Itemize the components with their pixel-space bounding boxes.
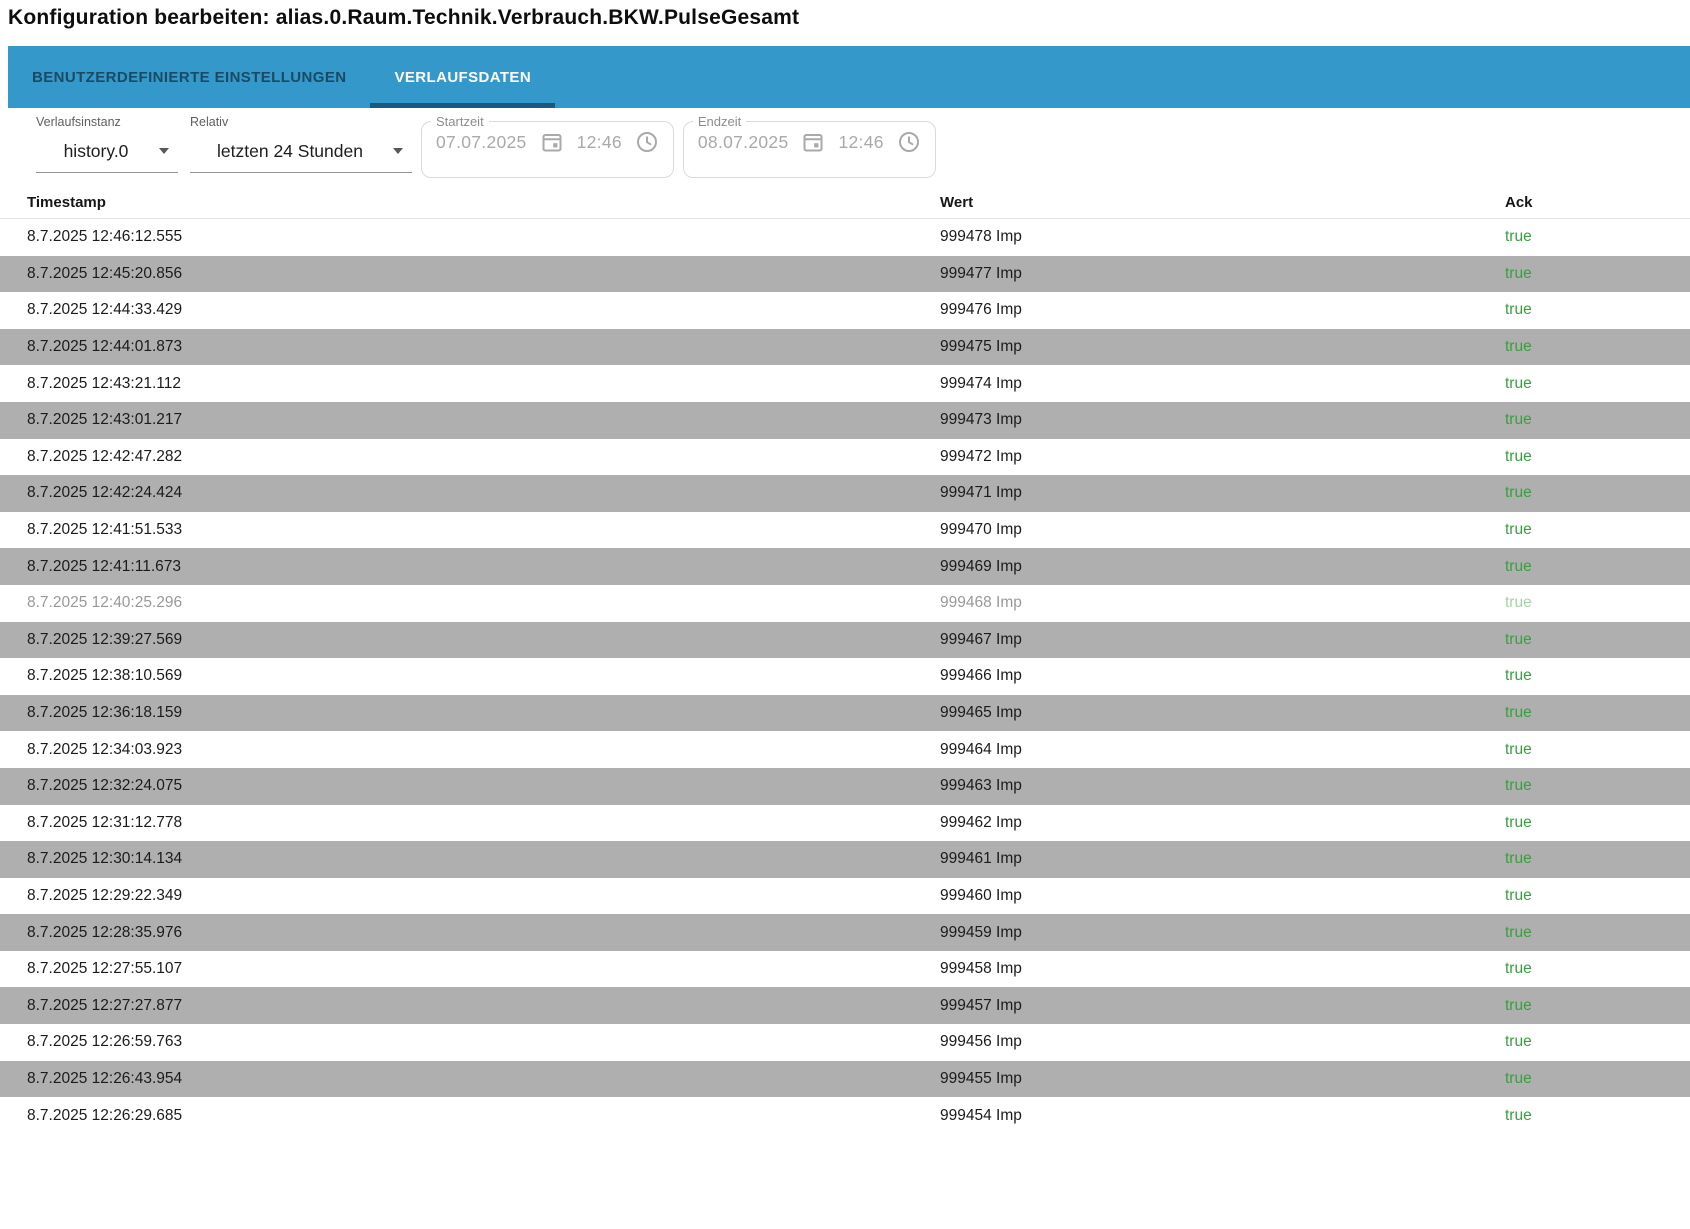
relative-range-label: Relativ [190, 115, 229, 129]
calendar-icon[interactable] [801, 130, 825, 154]
tab-verlaufsdaten[interactable]: VERLAUFSDATEN [370, 46, 555, 108]
ack-cell: true [1505, 886, 1532, 904]
clock-icon[interactable] [897, 130, 921, 154]
ack-cell: true [1505, 923, 1532, 941]
endzeit-label: Endzeit [697, 114, 742, 129]
wert-cell: 999466 Imp [940, 667, 1022, 685]
ack-cell: true [1505, 447, 1532, 465]
wert-cell: 999465 Imp [940, 704, 1022, 722]
ack-cell: true [1505, 777, 1532, 795]
tab-benutzerdefinierte-einstellungen[interactable]: BENUTZERDEFINIERTE EINSTELLUNGEN [32, 68, 347, 86]
timestamp-cell: 8.7.2025 12:28:35.976 [27, 923, 183, 941]
timestamp-cell: 8.7.2025 12:39:27.569 [27, 630, 183, 648]
table-row [0, 329, 1690, 366]
history-instance-group [36, 115, 178, 173]
relative-range-select[interactable] [190, 139, 412, 173]
ack-cell: true [1505, 667, 1532, 685]
ack-cell: true [1505, 1069, 1532, 1087]
timestamp-cell: 8.7.2025 12:27:27.877 [27, 996, 183, 1014]
timestamp-cell: 8.7.2025 12:40:25.296 [27, 594, 183, 612]
table-row [0, 951, 1690, 988]
table-row [0, 768, 1690, 805]
timestamp-cell: 8.7.2025 12:27:55.107 [27, 960, 183, 978]
timestamp-cell: 8.7.2025 12:43:01.217 [27, 411, 183, 429]
wert-cell: 999474 Imp [940, 374, 1022, 392]
table-row [0, 658, 1690, 695]
table-row [0, 475, 1690, 512]
ack-cell: true [1505, 374, 1532, 392]
wert-cell: 999462 Imp [940, 813, 1022, 831]
clock-icon[interactable] [635, 130, 659, 154]
start-date-input[interactable]: 07.07.2025 [436, 131, 527, 152]
timestamp-cell: 8.7.2025 12:36:18.159 [27, 704, 183, 722]
timestamp-cell: 8.7.2025 12:30:14.134 [27, 850, 183, 868]
wert-cell: 999478 Imp [940, 228, 1022, 246]
table-header [0, 186, 1690, 219]
timestamp-cell: 8.7.2025 12:29:22.349 [27, 886, 183, 904]
table-row [0, 1061, 1690, 1098]
end-time-input[interactable]: 12:46 [838, 131, 884, 152]
table-row [0, 548, 1690, 585]
wert-cell: 999467 Imp [940, 630, 1022, 648]
end-date-input[interactable]: 08.07.2025 [697, 131, 789, 152]
startzeit-label: Startzeit [436, 114, 484, 129]
ack-cell: true [1505, 850, 1532, 868]
page-title: Konfiguration bearbeiten: alias.0.Raum.Technik.Verbrauch.BKW.PulseGesamt [8, 6, 800, 29]
table-row [0, 914, 1690, 951]
timestamp-cell: 8.7.2025 12:44:33.429 [27, 301, 183, 319]
table-row [0, 292, 1690, 329]
wert-cell: 999475 Imp [940, 338, 1022, 356]
history-instance-label: Verlaufsinstanz [36, 115, 121, 129]
wert-cell: 999454 Imp [940, 1106, 1022, 1124]
wert-cell: 999457 Imp [940, 996, 1022, 1014]
timestamp-cell: 8.7.2025 12:41:51.533 [27, 521, 183, 539]
wert-cell: 999473 Imp [940, 411, 1022, 429]
wert-cell: 999460 Imp [940, 886, 1022, 904]
timestamp-cell: 8.7.2025 12:44:01.873 [27, 338, 183, 356]
ack-cell: true [1505, 740, 1532, 758]
table-row [0, 622, 1690, 659]
ack-cell: true [1505, 557, 1532, 575]
timestamp-cell: 8.7.2025 12:26:59.763 [27, 1033, 183, 1051]
wert-cell: 999469 Imp [940, 557, 1022, 575]
table-row [0, 1024, 1690, 1061]
ack-cell: true [1505, 704, 1532, 722]
timestamp-cell: 8.7.2025 12:46:12.555 [27, 228, 183, 246]
column-header-ack: Ack [1505, 193, 1533, 211]
relative-range-group [190, 115, 412, 173]
ack-cell: true [1505, 630, 1532, 648]
wert-cell: 999477 Imp [940, 264, 1022, 282]
wert-cell: 999459 Imp [940, 923, 1022, 941]
timestamp-cell: 8.7.2025 12:45:20.856 [27, 264, 183, 282]
ack-cell: true [1505, 264, 1532, 282]
ack-cell: true [1505, 228, 1532, 246]
start-time-input[interactable]: 12:46 [576, 131, 622, 152]
table-row [0, 731, 1690, 768]
wert-cell: 999471 Imp [940, 484, 1022, 502]
calendar-icon[interactable] [540, 130, 564, 154]
table-row [0, 365, 1690, 402]
timestamp-cell: 8.7.2025 12:26:43.954 [27, 1069, 183, 1087]
table-row [0, 256, 1690, 293]
wert-cell: 999476 Imp [940, 301, 1022, 319]
ack-cell: true [1505, 1033, 1532, 1051]
timestamp-cell: 8.7.2025 12:34:03.923 [27, 740, 183, 758]
endzeit-inputs [684, 129, 935, 162]
timestamp-cell: 8.7.2025 12:41:11.673 [27, 557, 181, 575]
table-body [0, 219, 1690, 1134]
chevron-down-icon [159, 148, 169, 154]
chevron-down-icon [393, 148, 403, 154]
table-row [0, 878, 1690, 915]
startzeit-inputs [422, 129, 673, 162]
wert-cell: 999458 Imp [940, 960, 1022, 978]
table-row [0, 585, 1690, 622]
table-row [0, 1097, 1690, 1134]
timestamp-cell: 8.7.2025 12:26:29.685 [27, 1106, 183, 1124]
column-header-timestamp: Timestamp [27, 193, 106, 211]
ack-cell: true [1505, 338, 1532, 356]
timestamp-cell: 8.7.2025 12:38:10.569 [27, 667, 183, 685]
table-row [0, 512, 1690, 549]
endzeit-fieldset [683, 114, 936, 178]
ack-cell: true [1505, 1106, 1532, 1124]
timestamp-cell: 8.7.2025 12:31:12.778 [27, 813, 183, 831]
timestamp-cell: 8.7.2025 12:43:21.112 [27, 374, 181, 392]
ack-cell: true [1505, 301, 1532, 319]
ack-cell: true [1505, 594, 1532, 612]
ack-cell: true [1505, 521, 1532, 539]
ack-cell: true [1505, 813, 1532, 831]
ack-cell: true [1505, 484, 1532, 502]
wert-cell: 999470 Imp [940, 521, 1022, 539]
history-instance-value: history.0 [63, 141, 129, 161]
table-row [0, 987, 1690, 1024]
table-row [0, 805, 1690, 842]
relative-range-value: letzten 24 Stunden [217, 141, 363, 161]
ack-cell: true [1505, 960, 1532, 978]
table-row [0, 439, 1690, 476]
wert-cell: 999455 Imp [940, 1069, 1022, 1087]
wert-cell: 999472 Imp [940, 447, 1022, 465]
table-row [0, 695, 1690, 732]
table-row [0, 402, 1690, 439]
filter-bar [0, 108, 1690, 186]
wert-cell: 999468 Imp [940, 594, 1022, 612]
timestamp-cell: 8.7.2025 12:42:24.424 [27, 484, 183, 502]
wert-cell: 999461 Imp [940, 850, 1022, 868]
ack-cell: true [1505, 996, 1532, 1014]
tab-bar [8, 46, 1690, 108]
table-row [0, 219, 1690, 256]
ack-cell: true [1505, 411, 1532, 429]
history-instance-select[interactable] [36, 139, 178, 173]
timestamp-cell: 8.7.2025 12:42:47.282 [27, 447, 183, 465]
wert-cell: 999464 Imp [940, 740, 1022, 758]
timestamp-cell: 8.7.2025 12:32:24.075 [27, 777, 183, 795]
startzeit-fieldset [421, 114, 674, 178]
wert-cell: 999456 Imp [940, 1033, 1022, 1051]
column-header-wert: Wert [940, 193, 974, 211]
wert-cell: 999463 Imp [940, 777, 1022, 795]
table-row [0, 841, 1690, 878]
